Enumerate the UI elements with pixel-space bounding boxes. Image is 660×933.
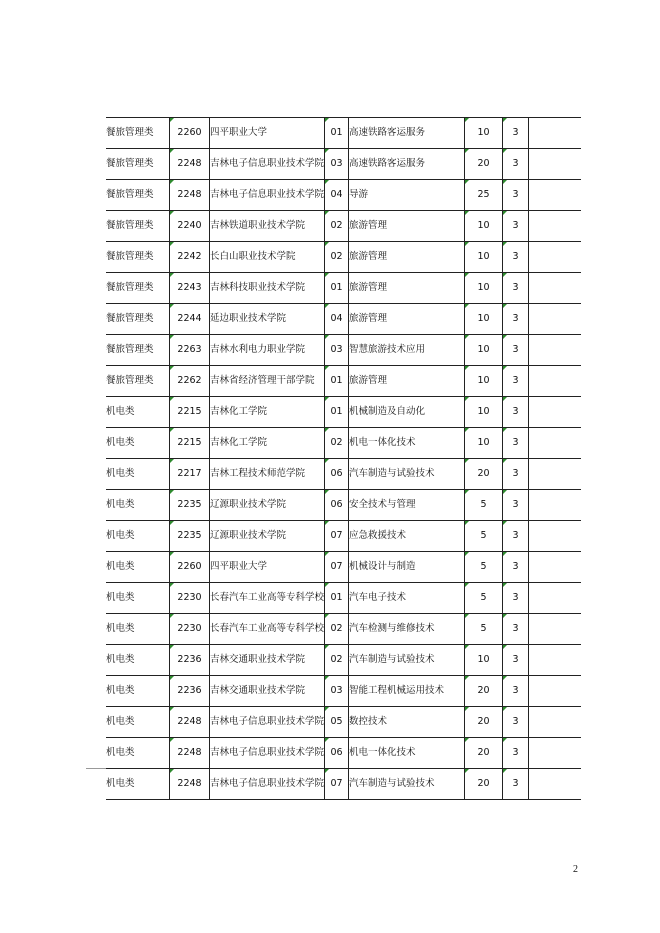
plan-count-cell: 25 — [465, 180, 503, 211]
school-code-cell: 2244 — [170, 304, 210, 335]
remarks-cell — [529, 738, 582, 769]
category-cell: 机电类 — [106, 428, 170, 459]
duration-cell: 3 — [503, 490, 529, 521]
table-row — [106, 552, 581, 583]
duration-cell: 3 — [503, 676, 529, 707]
major-code-cell: 01 — [325, 583, 349, 614]
category-cell: 餐旅管理类 — [106, 335, 170, 366]
major-name-cell: 汽车检测与维修技术 — [349, 614, 465, 645]
major-code-cell: 06 — [325, 459, 349, 490]
major-name-cell: 汽车电子技术 — [349, 583, 465, 614]
plan-count-cell: 10 — [465, 645, 503, 676]
plan-count-cell: 5 — [465, 490, 503, 521]
remarks-cell — [529, 211, 582, 242]
plan-count-cell: 20 — [465, 769, 503, 800]
category-cell: 餐旅管理类 — [106, 211, 170, 242]
table-row — [106, 614, 581, 645]
plan-count-cell: 5 — [465, 552, 503, 583]
major-name-cell: 智能工程机械运用技术 — [349, 676, 465, 707]
major-name-cell: 机电一体化技术 — [349, 428, 465, 459]
duration-cell: 3 — [503, 707, 529, 738]
duration-cell: 3 — [503, 583, 529, 614]
page-number: 2 — [573, 864, 578, 875]
major-name-cell: 旅游管理 — [349, 211, 465, 242]
remarks-cell — [529, 397, 582, 428]
remarks-cell — [529, 707, 582, 738]
page-break-rule — [86, 768, 106, 769]
plan-count-cell: 10 — [465, 242, 503, 273]
plan-count-cell: 5 — [465, 583, 503, 614]
major-name-cell: 机电一体化技术 — [349, 738, 465, 769]
school-name-cell: 吉林铁道职业技术学院 — [210, 211, 325, 242]
category-cell: 机电类 — [106, 521, 170, 552]
duration-cell: 3 — [503, 769, 529, 800]
school-name-cell: 长春汽车工业高等专科学校 — [210, 614, 325, 645]
school-code-cell: 2260 — [170, 552, 210, 583]
major-code-cell: 06 — [325, 738, 349, 769]
school-code-cell: 2248 — [170, 738, 210, 769]
table-row — [106, 738, 581, 769]
duration-cell: 3 — [503, 366, 529, 397]
school-name-cell: 四平职业大学 — [210, 552, 325, 583]
school-code-cell: 2248 — [170, 769, 210, 800]
remarks-cell — [529, 521, 582, 552]
category-cell: 餐旅管理类 — [106, 180, 170, 211]
duration-cell: 3 — [503, 552, 529, 583]
major-name-cell: 汽车制造与试验技术 — [349, 769, 465, 800]
school-code-cell: 2235 — [170, 490, 210, 521]
school-code-cell: 2248 — [170, 149, 210, 180]
major-name-cell: 机械设计与制造 — [349, 552, 465, 583]
school-name-cell: 吉林工程技术师范学院 — [210, 459, 325, 490]
school-name-cell: 延边职业技术学院 — [210, 304, 325, 335]
school-name-cell: 长白山职业技术学院 — [210, 242, 325, 273]
school-name-cell: 长春汽车工业高等专科学校 — [210, 583, 325, 614]
duration-cell: 3 — [503, 118, 529, 149]
table-row — [106, 769, 581, 800]
duration-cell: 3 — [503, 335, 529, 366]
plan-count-cell: 20 — [465, 676, 503, 707]
remarks-cell — [529, 118, 582, 149]
plan-count-cell: 10 — [465, 304, 503, 335]
major-code-cell: 02 — [325, 614, 349, 645]
remarks-cell — [529, 335, 582, 366]
major-code-cell: 03 — [325, 676, 349, 707]
enrollment-table — [106, 117, 581, 800]
category-cell: 餐旅管理类 — [106, 242, 170, 273]
remarks-cell — [529, 273, 582, 304]
remarks-cell — [529, 242, 582, 273]
major-name-cell: 高速铁路客运服务 — [349, 149, 465, 180]
table-row — [106, 335, 581, 366]
major-name-cell: 高速铁路客运服务 — [349, 118, 465, 149]
remarks-cell — [529, 769, 582, 800]
table-row — [106, 211, 581, 242]
plan-count-cell: 10 — [465, 118, 503, 149]
table-row — [106, 180, 581, 211]
major-code-cell: 02 — [325, 428, 349, 459]
table-row — [106, 242, 581, 273]
school-code-cell: 2236 — [170, 676, 210, 707]
school-name-cell: 吉林科技职业技术学院 — [210, 273, 325, 304]
school-name-cell: 辽源职业技术学院 — [210, 490, 325, 521]
duration-cell: 3 — [503, 242, 529, 273]
major-code-cell: 03 — [325, 335, 349, 366]
major-code-cell: 01 — [325, 118, 349, 149]
duration-cell: 3 — [503, 397, 529, 428]
table-row — [106, 583, 581, 614]
table-row — [106, 521, 581, 552]
school-code-cell: 2230 — [170, 583, 210, 614]
major-code-cell: 07 — [325, 552, 349, 583]
category-cell: 机电类 — [106, 676, 170, 707]
remarks-cell — [529, 645, 582, 676]
duration-cell: 3 — [503, 211, 529, 242]
major-code-cell: 03 — [325, 149, 349, 180]
table-row — [106, 118, 581, 149]
duration-cell: 3 — [503, 304, 529, 335]
major-name-cell: 应急救援技术 — [349, 521, 465, 552]
school-name-cell: 吉林化工学院 — [210, 397, 325, 428]
category-cell: 机电类 — [106, 583, 170, 614]
table-row — [106, 397, 581, 428]
duration-cell: 3 — [503, 645, 529, 676]
school-name-cell: 吉林电子信息职业技术学院 — [210, 149, 325, 180]
duration-cell: 3 — [503, 428, 529, 459]
remarks-cell — [529, 552, 582, 583]
major-code-cell: 04 — [325, 180, 349, 211]
plan-count-cell: 20 — [465, 738, 503, 769]
plan-count-cell: 10 — [465, 335, 503, 366]
school-name-cell: 吉林电子信息职业技术学院 — [210, 769, 325, 800]
category-cell: 餐旅管理类 — [106, 304, 170, 335]
school-code-cell: 2235 — [170, 521, 210, 552]
category-cell: 机电类 — [106, 707, 170, 738]
major-name-cell: 安全技术与管理 — [349, 490, 465, 521]
category-cell: 机电类 — [106, 645, 170, 676]
remarks-cell — [529, 583, 582, 614]
major-code-cell: 01 — [325, 366, 349, 397]
remarks-cell — [529, 180, 582, 211]
school-code-cell: 2248 — [170, 707, 210, 738]
school-name-cell: 吉林交通职业技术学院 — [210, 645, 325, 676]
plan-count-cell: 10 — [465, 366, 503, 397]
major-code-cell: 02 — [325, 242, 349, 273]
major-name-cell: 汽车制造与试验技术 — [349, 459, 465, 490]
major-name-cell: 汽车制造与试验技术 — [349, 645, 465, 676]
major-name-cell: 智慧旅游技术应用 — [349, 335, 465, 366]
major-name-cell: 旅游管理 — [349, 304, 465, 335]
school-name-cell: 吉林电子信息职业技术学院 — [210, 738, 325, 769]
major-code-cell: 04 — [325, 304, 349, 335]
plan-count-cell: 10 — [465, 273, 503, 304]
school-code-cell: 2263 — [170, 335, 210, 366]
duration-cell: 3 — [503, 459, 529, 490]
table-row — [106, 707, 581, 738]
table-row — [106, 676, 581, 707]
remarks-cell — [529, 490, 582, 521]
major-name-cell: 机械制造及自动化 — [349, 397, 465, 428]
major-code-cell: 02 — [325, 211, 349, 242]
plan-count-cell: 10 — [465, 211, 503, 242]
school-code-cell: 2260 — [170, 118, 210, 149]
remarks-cell — [529, 304, 582, 335]
school-code-cell: 2217 — [170, 459, 210, 490]
category-cell: 餐旅管理类 — [106, 149, 170, 180]
major-name-cell: 导游 — [349, 180, 465, 211]
major-code-cell: 06 — [325, 490, 349, 521]
category-cell: 机电类 — [106, 738, 170, 769]
table-row — [106, 428, 581, 459]
duration-cell: 3 — [503, 738, 529, 769]
school-name-cell: 吉林电子信息职业技术学院 — [210, 707, 325, 738]
school-name-cell: 辽源职业技术学院 — [210, 521, 325, 552]
school-name-cell: 吉林化工学院 — [210, 428, 325, 459]
school-code-cell: 2248 — [170, 180, 210, 211]
school-name-cell: 吉林电子信息职业技术学院 — [210, 180, 325, 211]
table-row — [106, 149, 581, 180]
category-cell: 餐旅管理类 — [106, 273, 170, 304]
duration-cell: 3 — [503, 149, 529, 180]
major-name-cell: 数控技术 — [349, 707, 465, 738]
school-code-cell: 2262 — [170, 366, 210, 397]
school-code-cell: 2215 — [170, 428, 210, 459]
remarks-cell — [529, 614, 582, 645]
duration-cell: 3 — [503, 273, 529, 304]
school-name-cell: 吉林省经济管理干部学院 — [210, 366, 325, 397]
remarks-cell — [529, 459, 582, 490]
table-row — [106, 645, 581, 676]
school-name-cell: 四平职业大学 — [210, 118, 325, 149]
remarks-cell — [529, 149, 582, 180]
plan-count-cell: 20 — [465, 707, 503, 738]
major-name-cell: 旅游管理 — [349, 242, 465, 273]
category-cell: 机电类 — [106, 552, 170, 583]
table-row — [106, 490, 581, 521]
major-code-cell: 01 — [325, 273, 349, 304]
plan-count-cell: 10 — [465, 397, 503, 428]
school-code-cell: 2215 — [170, 397, 210, 428]
plan-count-cell: 5 — [465, 521, 503, 552]
school-code-cell: 2240 — [170, 211, 210, 242]
remarks-cell — [529, 428, 582, 459]
table-row — [106, 273, 581, 304]
category-cell: 机电类 — [106, 490, 170, 521]
category-cell: 机电类 — [106, 397, 170, 428]
plan-count-cell: 5 — [465, 614, 503, 645]
major-code-cell: 02 — [325, 645, 349, 676]
duration-cell: 3 — [503, 614, 529, 645]
remarks-cell — [529, 676, 582, 707]
table-row — [106, 304, 581, 335]
school-name-cell: 吉林水利电力职业学院 — [210, 335, 325, 366]
plan-count-cell: 10 — [465, 428, 503, 459]
major-name-cell: 旅游管理 — [349, 273, 465, 304]
school-code-cell: 2242 — [170, 242, 210, 273]
major-name-cell: 旅游管理 — [349, 366, 465, 397]
school-code-cell: 2230 — [170, 614, 210, 645]
category-cell: 餐旅管理类 — [106, 366, 170, 397]
school-code-cell: 2243 — [170, 273, 210, 304]
enrollment-table-body — [106, 118, 581, 800]
major-code-cell: 07 — [325, 769, 349, 800]
school-name-cell: 吉林交通职业技术学院 — [210, 676, 325, 707]
plan-count-cell: 20 — [465, 459, 503, 490]
table-row — [106, 459, 581, 490]
major-code-cell: 05 — [325, 707, 349, 738]
category-cell: 机电类 — [106, 614, 170, 645]
remarks-cell — [529, 366, 582, 397]
category-cell: 机电类 — [106, 459, 170, 490]
duration-cell: 3 — [503, 521, 529, 552]
category-cell: 餐旅管理类 — [106, 118, 170, 149]
table-row — [106, 366, 581, 397]
category-cell: 机电类 — [106, 769, 170, 800]
plan-count-cell: 20 — [465, 149, 503, 180]
school-code-cell: 2236 — [170, 645, 210, 676]
major-code-cell: 07 — [325, 521, 349, 552]
duration-cell: 3 — [503, 180, 529, 211]
major-code-cell: 01 — [325, 397, 349, 428]
